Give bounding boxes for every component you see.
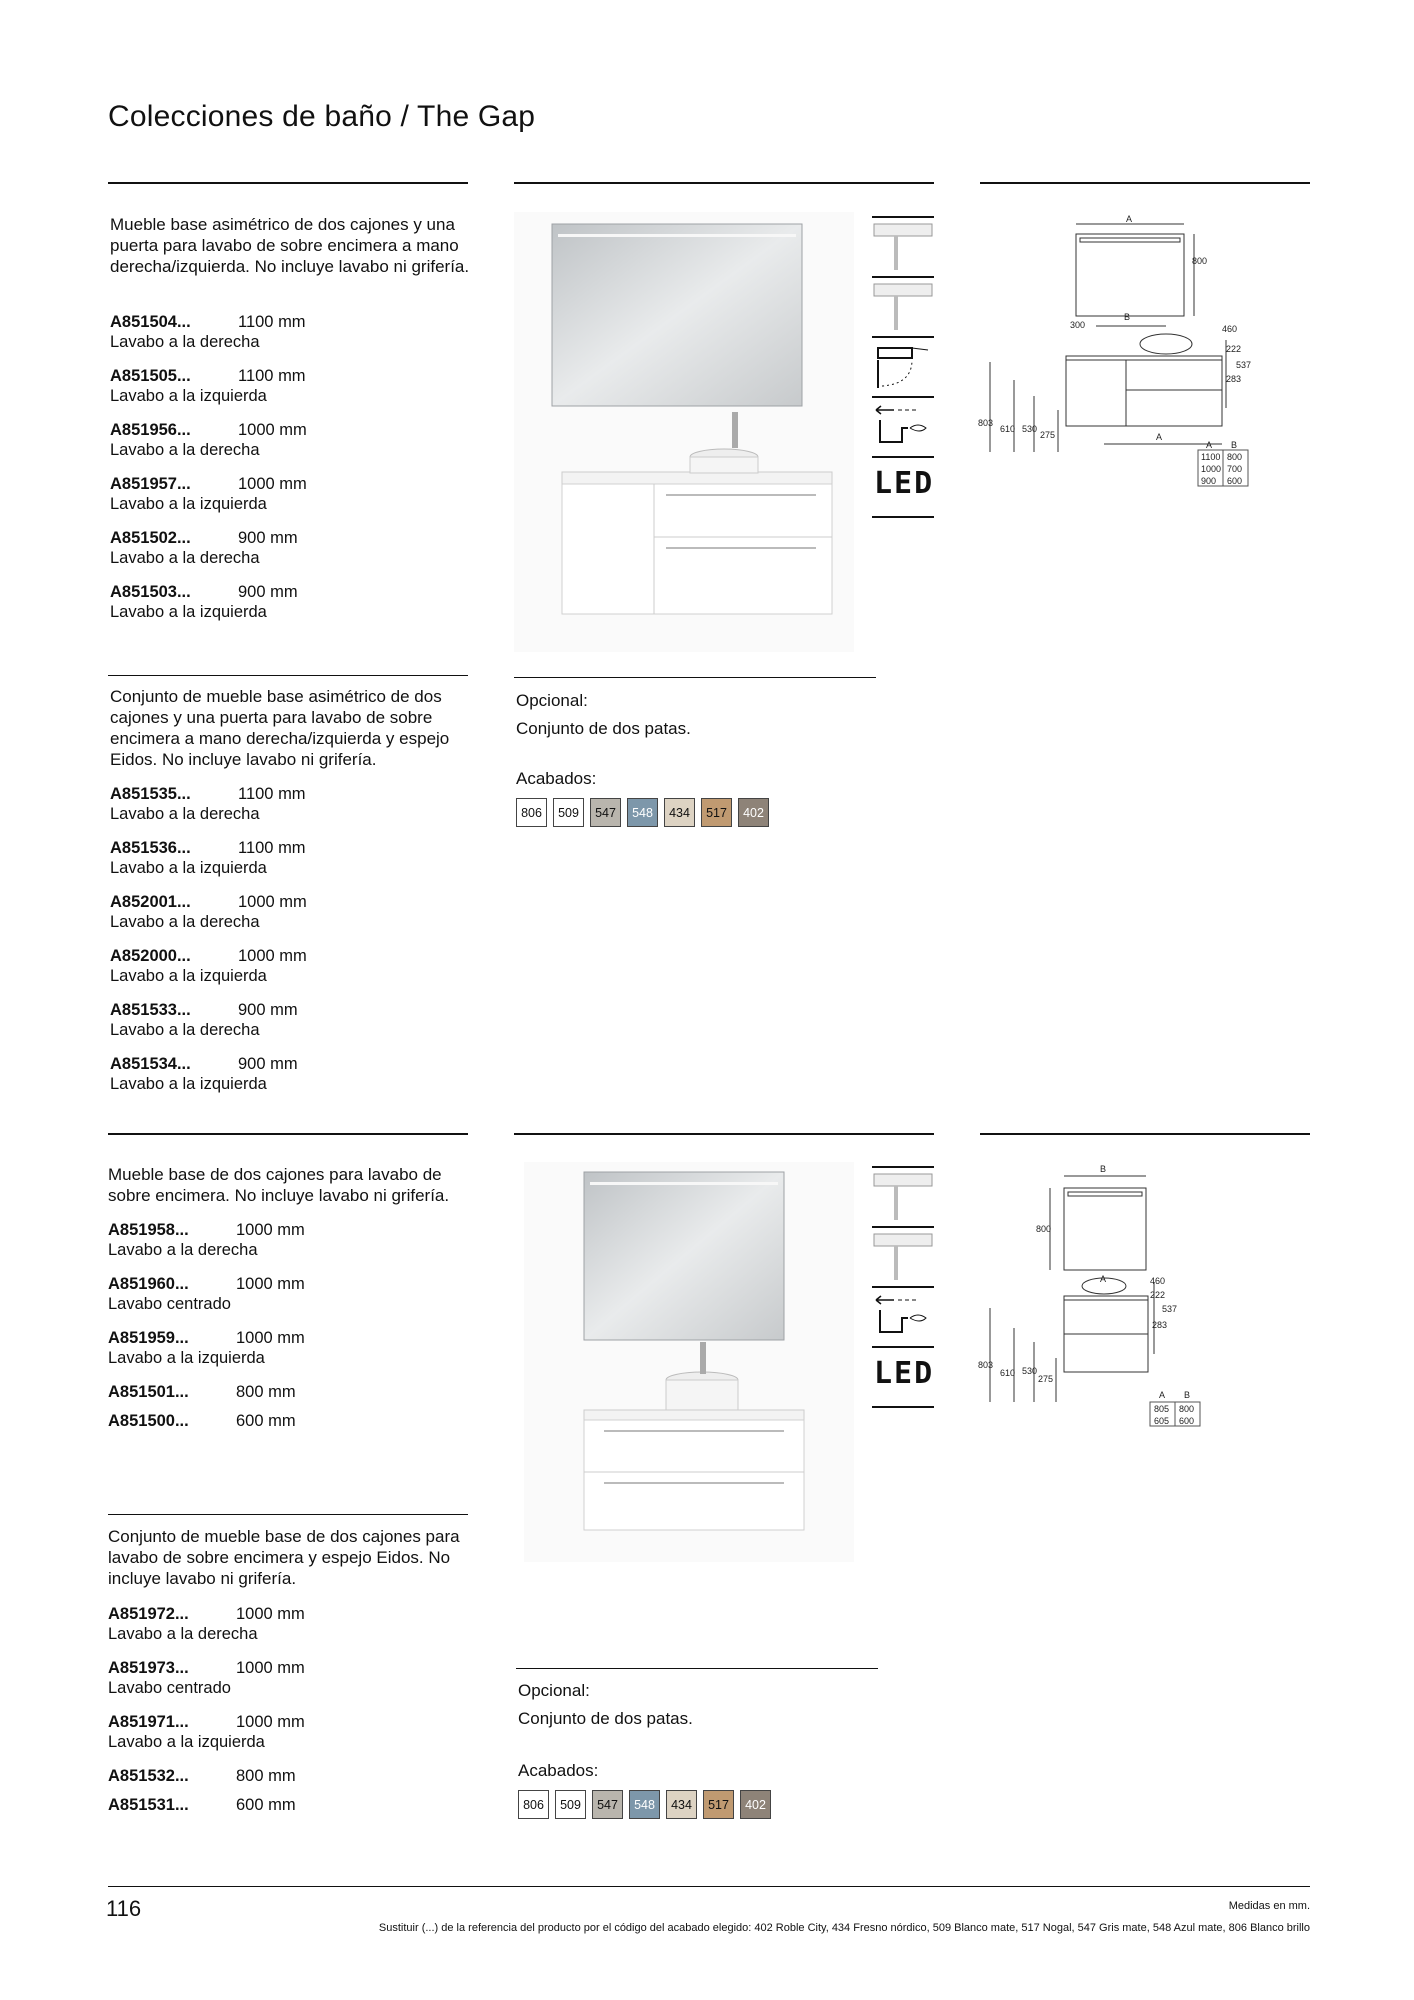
table-cell: 700 <box>1227 464 1243 474</box>
product-size: 600 mm <box>236 1796 296 1814</box>
product-note: Lavabo a la izquierda <box>110 967 267 985</box>
divider <box>514 182 934 184</box>
product-item <box>108 1795 468 1815</box>
optional-text: Conjunto de dos patas. <box>516 719 691 738</box>
finish-swatch: 547 <box>590 798 621 827</box>
countertop-basin-icon <box>872 276 934 336</box>
product-code: A851500... <box>108 1412 189 1430</box>
product-size: 1000 mm <box>238 475 307 493</box>
table-header: A <box>1159 1390 1166 1400</box>
table-cell: 900 <box>1201 476 1217 486</box>
optional-label: Opcional: <box>518 1681 590 1700</box>
feature-icons <box>872 216 934 518</box>
product-item <box>110 784 470 824</box>
product-code: A851958... <box>108 1221 189 1239</box>
page-title: Colecciones de baño / The Gap <box>108 100 536 133</box>
product-code: A852001... <box>110 893 191 911</box>
table-cell: 605 <box>1154 1416 1170 1426</box>
substitution-note: Sustituir (...) de la referencia del producto por el código del acabado elegido: 402 Roble City, 434 Fresno nórdico, 509 Blanco mate, 517 Nogal, 547 Gris mate, 548 Azul mate, 806 Blanco brillo <box>378 1922 1310 1934</box>
product-note: Lavabo a la izquierda <box>110 1075 267 1093</box>
table-cell: 600 <box>1227 476 1243 486</box>
divider <box>108 182 468 184</box>
product-item <box>110 946 470 986</box>
product-note: Lavabo a la derecha <box>108 1241 258 1259</box>
product-note: Lavabo a la derecha <box>110 1021 260 1039</box>
table-cell: 800 <box>1227 452 1243 462</box>
product-size: 600 mm <box>236 1412 296 1430</box>
product-note: Lavabo a la derecha <box>110 549 260 567</box>
push-open-drawer-icon <box>872 396 934 456</box>
product-row <box>108 1766 468 1786</box>
dimension-label: A <box>1156 432 1163 442</box>
product-row <box>110 582 470 602</box>
dimension-label: 460 <box>1150 1276 1166 1286</box>
product-row <box>110 420 470 440</box>
dimension-label: B <box>1100 1164 1107 1174</box>
push-open-drawer-icon-graphic <box>872 398 934 456</box>
product-code: A851533... <box>110 1001 191 1019</box>
footer-divider <box>108 1886 1310 1887</box>
product-list <box>108 1604 468 1824</box>
finish-swatch: 402 <box>738 798 769 827</box>
finish-swatch: 547 <box>592 1790 623 1819</box>
product-code: A851503... <box>110 583 191 601</box>
product-size: 1100 mm <box>238 785 306 803</box>
countertop-basin-icon-graphic <box>872 278 934 336</box>
finishes-label: Acabados: <box>516 769 597 788</box>
finish-swatch: 548 <box>627 798 658 827</box>
product-photo <box>514 212 854 652</box>
product-row <box>110 784 470 804</box>
finish-swatch: 548 <box>629 1790 660 1819</box>
feature-icons <box>872 1166 934 1408</box>
push-open-drawer-icon <box>872 1286 934 1346</box>
product-size: 900 mm <box>238 1055 298 1073</box>
product-size: 900 mm <box>238 529 298 547</box>
product-photo <box>524 1162 854 1562</box>
product-code: A851536... <box>110 839 191 857</box>
divider <box>516 1668 878 1669</box>
dimension-label: 803 <box>978 1360 994 1370</box>
product-item <box>110 474 470 514</box>
product-list <box>110 312 470 636</box>
product-item <box>110 1054 470 1094</box>
product-size: 1000 mm <box>238 421 307 439</box>
dimension-label: 283 <box>1226 374 1242 384</box>
divider <box>108 1514 468 1515</box>
product-note: Lavabo a la derecha <box>110 441 260 459</box>
product-item <box>108 1604 468 1644</box>
product-row <box>108 1795 468 1815</box>
product-code: A852000... <box>110 947 191 965</box>
product-size: 1100 mm <box>238 367 306 385</box>
product-item <box>108 1328 468 1368</box>
product-note: Lavabo a la izquierda <box>110 495 267 513</box>
product-item <box>108 1658 468 1698</box>
product-code: A851502... <box>110 529 191 547</box>
divider <box>108 675 468 676</box>
divider <box>514 1133 934 1135</box>
optional-label: Opcional: <box>516 691 588 710</box>
product-note: Lavabo a la izquierda <box>108 1733 265 1751</box>
soft-close-drawer-icon-graphic <box>872 338 934 396</box>
table-cell: 1100 <box>1201 452 1221 462</box>
product-size: 1000 mm <box>236 1221 305 1239</box>
divider <box>514 677 876 678</box>
product-size: 900 mm <box>238 583 298 601</box>
divider <box>980 1133 1310 1135</box>
product-size: 800 mm <box>236 1383 296 1401</box>
product-code: A851534... <box>110 1055 191 1073</box>
table-cell: 1000 <box>1201 464 1222 474</box>
table-header: B <box>1184 1390 1191 1400</box>
dimension-label: 610 <box>1000 1368 1016 1378</box>
product-item <box>110 528 470 568</box>
product-code: A851532... <box>108 1767 189 1785</box>
product-size: 1100 mm <box>238 839 306 857</box>
product-note: Lavabo a la derecha <box>110 913 260 931</box>
technical-drawing <box>976 212 1306 512</box>
finish-swatch: 509 <box>555 1790 586 1819</box>
product-list <box>110 784 470 1108</box>
dimension-label: 537 <box>1162 1304 1178 1314</box>
units-note: Medidas en mm. <box>1228 1900 1310 1912</box>
product-code: A851959... <box>108 1329 189 1347</box>
product-note: Lavabo a la derecha <box>110 805 260 823</box>
product-note: Lavabo a la izquierda <box>110 387 267 405</box>
product-note: Lavabo a la izquierda <box>110 859 267 877</box>
product-row <box>110 528 470 548</box>
table-header: A <box>1206 440 1213 450</box>
product-row <box>110 1000 470 1020</box>
dimension-label: 222 <box>1150 1290 1166 1300</box>
product-note: Lavabo a la derecha <box>110 333 260 351</box>
page-number: 116 <box>106 1896 142 1921</box>
product-code: A851535... <box>110 785 191 803</box>
vanity-with-mirror-image <box>524 1162 854 1562</box>
table-cell: 800 <box>1179 1404 1195 1414</box>
dimension-label: 800 <box>1036 1224 1052 1234</box>
product-item <box>110 838 470 878</box>
product-row <box>110 474 470 494</box>
led-icon <box>872 1346 934 1408</box>
countertop-basin-icon-graphic <box>872 1228 934 1286</box>
product-row <box>110 946 470 966</box>
product-size: 900 mm <box>238 1001 298 1019</box>
product-code: A851501... <box>108 1383 189 1401</box>
product-row <box>110 838 470 858</box>
countertop-basin-icon <box>872 1166 934 1226</box>
dimension-label: 610 <box>1000 424 1016 434</box>
product-code: A851504... <box>110 313 191 331</box>
product-row <box>110 892 470 912</box>
product-code: A851971... <box>108 1713 189 1731</box>
product-row <box>108 1328 468 1348</box>
product-code: A851957... <box>110 475 191 493</box>
product-note: Lavabo centrado <box>108 1295 231 1313</box>
dimension-label: 460 <box>1222 324 1238 334</box>
finish-swatch: 434 <box>664 798 695 827</box>
countertop-basin-icon-graphic <box>872 1168 934 1226</box>
product-list <box>108 1220 468 1440</box>
dimension-drawing <box>976 212 1306 512</box>
product-size: 1000 mm <box>236 1329 305 1347</box>
finish-swatches <box>516 798 769 827</box>
product-note: Lavabo a la izquierda <box>108 1349 265 1367</box>
product-row <box>108 1712 468 1732</box>
finish-swatch: 509 <box>553 798 584 827</box>
dimension-label: A <box>1126 214 1133 224</box>
product-size: 1000 mm <box>236 1275 305 1293</box>
product-code: A851505... <box>110 367 191 385</box>
product-description: Conjunto de mueble base de dos cajones para lavabo de sobre encimera y espejo Eidos. No incluye lavabo ni grifería. <box>108 1527 460 1588</box>
product-row <box>108 1274 468 1294</box>
product-description: Conjunto de mueble base asimétrico de dos cajones y una puerta para lavabo de sobre encimera a mano derecha/izquierda y espejo Eidos. No incluye lavabo ni grifería. <box>110 687 450 769</box>
dimension-label: 283 <box>1152 1320 1168 1330</box>
led-label: LED <box>874 466 935 501</box>
dimension-label: 275 <box>1038 1374 1054 1384</box>
dimension-label: 222 <box>1226 344 1242 354</box>
table-cell: 600 <box>1179 1416 1195 1426</box>
product-code: A851531... <box>108 1796 189 1814</box>
dimension-label: 275 <box>1040 430 1056 440</box>
table-header: B <box>1231 440 1238 450</box>
dimension-label: 803 <box>978 418 994 428</box>
product-description: Mueble base de dos cajones para lavabo de sobre encimera. No incluye lavabo ni grifería. <box>108 1165 450 1205</box>
dimension-label: 300 <box>1070 320 1086 330</box>
product-row <box>108 1382 468 1402</box>
product-row <box>108 1658 468 1678</box>
product-row <box>110 1054 470 1074</box>
product-item <box>110 366 470 406</box>
dimension-label: B <box>1124 312 1131 322</box>
product-row <box>110 366 470 386</box>
product-item <box>108 1382 468 1402</box>
push-open-drawer-icon-graphic <box>872 1288 934 1346</box>
optional-text: Conjunto de dos patas. <box>518 1709 693 1728</box>
product-code: A851973... <box>108 1659 189 1677</box>
finish-swatch: 517 <box>703 1790 734 1819</box>
product-item <box>110 312 470 352</box>
product-item <box>110 1000 470 1040</box>
dimension-label: 530 <box>1022 1366 1038 1376</box>
product-size: 1000 mm <box>236 1659 305 1677</box>
product-row <box>108 1411 468 1431</box>
countertop-basin-icon-graphic <box>872 218 934 276</box>
product-code: A851956... <box>110 421 191 439</box>
product-note: Lavabo a la derecha <box>108 1625 258 1643</box>
dimension-label: 530 <box>1022 424 1038 434</box>
product-size: 1100 mm <box>238 313 306 331</box>
product-item <box>108 1274 468 1314</box>
divider <box>980 182 1310 184</box>
vanity-with-mirror-image <box>514 212 854 652</box>
finish-swatch: 402 <box>740 1790 771 1819</box>
finish-swatches <box>518 1790 771 1819</box>
product-note: Lavabo a la izquierda <box>110 603 267 621</box>
product-size: 1000 mm <box>236 1713 305 1731</box>
table-cell: 805 <box>1154 1404 1170 1414</box>
finish-swatch: 806 <box>518 1790 549 1819</box>
product-code: A851960... <box>108 1275 189 1293</box>
product-note: Lavabo centrado <box>108 1679 231 1697</box>
led-icon <box>872 456 934 518</box>
countertop-basin-icon <box>872 216 934 276</box>
product-item <box>110 420 470 460</box>
product-size: 1000 mm <box>238 893 307 911</box>
dimension-drawing <box>976 1162 1306 1462</box>
product-size: 1000 mm <box>238 947 307 965</box>
led-label: LED <box>874 1356 935 1391</box>
finish-swatch: 434 <box>666 1790 697 1819</box>
finish-swatch: 806 <box>516 798 547 827</box>
product-item <box>110 892 470 932</box>
product-row <box>108 1220 468 1240</box>
dimension-label: 800 <box>1192 256 1208 266</box>
finish-swatch: 517 <box>701 798 732 827</box>
product-size: 800 mm <box>236 1767 296 1785</box>
product-item <box>108 1220 468 1260</box>
product-row <box>108 1604 468 1624</box>
product-item <box>108 1712 468 1752</box>
divider <box>108 1133 468 1135</box>
product-code: A851972... <box>108 1605 189 1623</box>
product-description: Mueble base asimétrico de dos cajones y una puerta para lavabo de sobre encimera a mano derecha/izquierda. No incluye lavabo ni grifería. <box>110 215 470 276</box>
finishes-label: Acabados: <box>518 1761 599 1780</box>
product-size: 1000 mm <box>236 1605 305 1623</box>
technical-drawing <box>976 1162 1306 1462</box>
product-item <box>110 582 470 622</box>
product-item <box>108 1766 468 1786</box>
dimension-label: A <box>1100 1274 1107 1284</box>
dimension-label: 537 <box>1236 360 1252 370</box>
soft-close-drawer-icon <box>872 336 934 396</box>
product-item <box>108 1411 468 1431</box>
product-row <box>110 312 470 332</box>
countertop-basin-icon <box>872 1226 934 1286</box>
